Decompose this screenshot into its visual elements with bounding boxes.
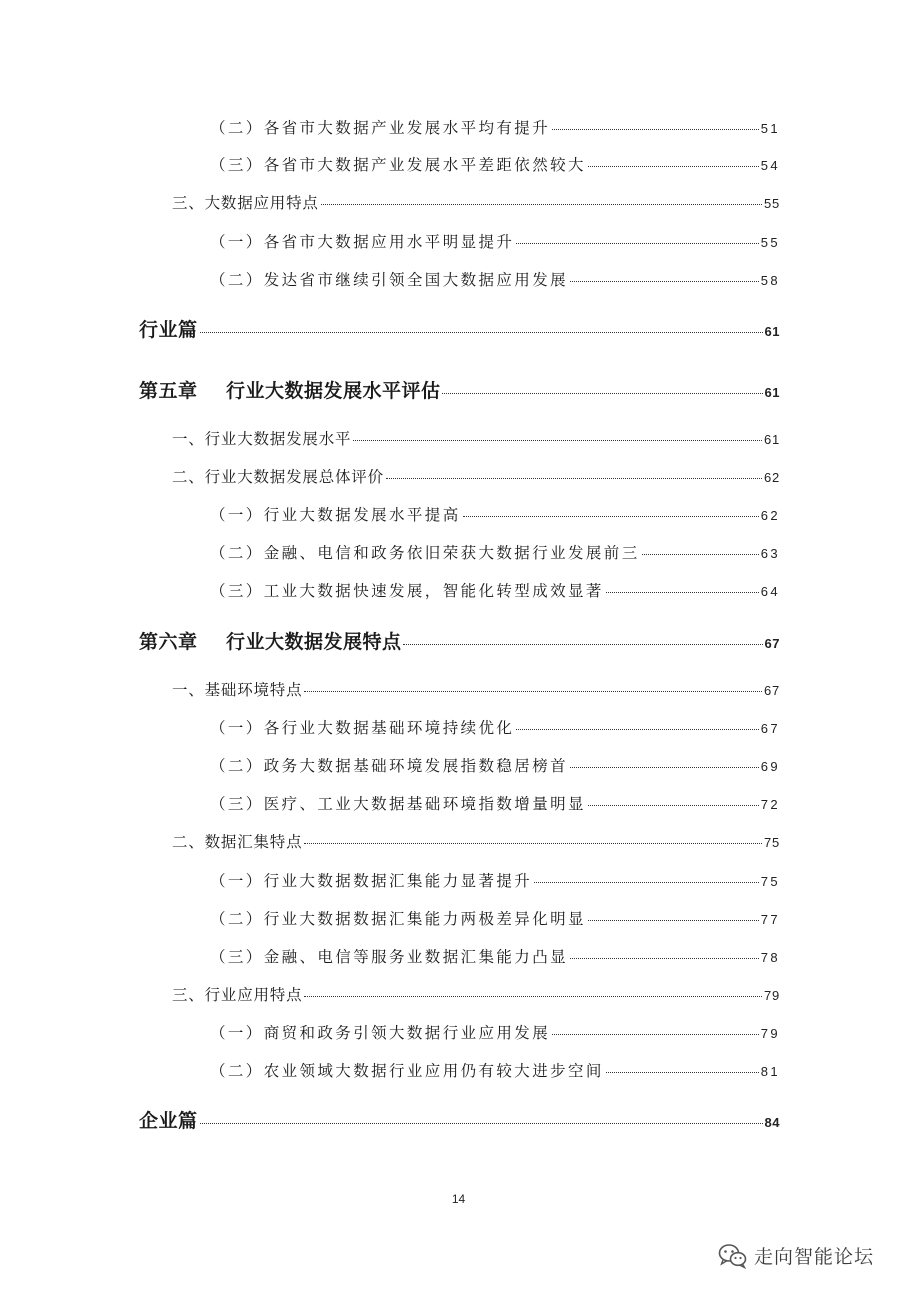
- dot-leader: [552, 1034, 759, 1035]
- dot-leader: [386, 478, 762, 479]
- toc-entry[interactable]: [172, 830, 780, 852]
- toc-entry-title: 三、行业应用特点: [172, 986, 303, 1004]
- dot-leader: [403, 644, 762, 645]
- toc-entry-page: 55: [763, 196, 780, 211]
- toc-entry-page: 61: [764, 385, 780, 400]
- toc-entry[interactable]: [172, 191, 780, 213]
- dot-leader: [642, 554, 759, 555]
- dot-leader: [606, 592, 759, 593]
- toc-entry-page: 61: [764, 324, 780, 339]
- toc-entry-page: 67: [764, 636, 780, 651]
- toc-entry-page: 84: [764, 1115, 780, 1130]
- dot-leader: [200, 1123, 763, 1124]
- dot-leader: [516, 243, 758, 244]
- toc-entry-title: 三、大数据应用特点: [172, 194, 319, 212]
- toc-entry-title: （一）行业大数据数据汇集能力显著提升: [210, 872, 533, 890]
- toc-entry[interactable]: [210, 1021, 780, 1043]
- dot-leader: [353, 440, 762, 441]
- dot-leader: [321, 204, 762, 205]
- dot-leader: [588, 166, 759, 167]
- dot-leader: [552, 129, 759, 130]
- toc-entry[interactable]: [210, 503, 780, 525]
- toc-entry-title: （一）商贸和政务引领大数据行业应用发展: [210, 1024, 551, 1042]
- toc-entry-page: 81: [760, 1064, 780, 1079]
- dot-leader: [304, 691, 762, 692]
- toc-entry-title: （三）金融、电信等服务业数据汇集能力凸显: [210, 948, 569, 966]
- toc-entry-page: 78: [760, 950, 780, 965]
- toc-entry[interactable]: [172, 427, 780, 449]
- toc-entry[interactable]: [210, 579, 780, 601]
- toc-entry-page: 54: [760, 158, 780, 173]
- toc-entry[interactable]: [210, 754, 780, 776]
- dot-leader: [516, 729, 758, 730]
- dot-leader: [304, 843, 762, 844]
- toc-entry-page: 55: [760, 235, 780, 250]
- toc-entry-title: 第五章 行业大数据发展水平评估: [139, 380, 441, 402]
- toc-entry[interactable]: [172, 983, 780, 1005]
- toc-entry[interactable]: [210, 716, 780, 738]
- toc-entry-title: （三）工业大数据快速发展，智能化转型成效显著: [210, 582, 604, 600]
- toc-entry-title: （二）农业领域大数据行业应用仍有较大进步空间: [210, 1062, 604, 1080]
- toc-entry-page: 79: [763, 988, 780, 1003]
- toc-entry-title: 二、行业大数据发展总体评价: [172, 468, 384, 486]
- toc-entry[interactable]: [210, 268, 780, 290]
- toc-chapter-heading[interactable]: [139, 376, 780, 403]
- toc-entry-title: （一）行业大数据发展水平提高: [210, 506, 461, 524]
- toc-entry-page: 72: [760, 797, 780, 812]
- toc-entry-page: 75: [760, 874, 780, 889]
- wechat-icon: [718, 1243, 748, 1269]
- dot-leader: [304, 996, 762, 997]
- toc-entry-page: 64: [760, 584, 780, 599]
- toc-entry-title: 一、基础环境特点: [172, 681, 303, 699]
- toc-entry-title: 第六章 行业大数据发展特点: [139, 631, 402, 653]
- dot-leader: [570, 767, 759, 768]
- toc-entry-title: （二）发达省市继续引领全国大数据应用发展: [210, 271, 569, 289]
- toc-entry-page: 63: [760, 546, 780, 561]
- toc-entry-page: 61: [763, 432, 780, 447]
- toc-entry-page: 62: [763, 470, 780, 485]
- toc-entry-title: 一、行业大数据发展水平: [172, 430, 352, 448]
- toc-entry[interactable]: [172, 678, 780, 700]
- dot-leader: [534, 882, 759, 883]
- toc-entry[interactable]: [210, 907, 780, 929]
- toc-entry-page: 79: [760, 1026, 780, 1041]
- toc-entry-title: （三）医疗、工业大数据基础环境指数增量明显: [210, 795, 586, 813]
- toc-entry-title: 行业篇: [139, 319, 198, 341]
- toc-entry-title: （一）各行业大数据基础环境持续优化: [210, 719, 515, 737]
- toc-entry-page: 69: [760, 759, 780, 774]
- dot-leader: [570, 958, 759, 959]
- page-number: 14: [451, 1192, 466, 1206]
- toc-entry[interactable]: [210, 945, 780, 967]
- dot-leader: [588, 920, 759, 921]
- toc-entry-page: 67: [763, 683, 780, 698]
- toc-entry-title: （二）政务大数据基础环境发展指数稳居榜首: [210, 757, 569, 775]
- dot-leader: [200, 332, 763, 333]
- toc-entry-title: （二）行业大数据数据汇集能力两极差异化明显: [210, 910, 586, 928]
- toc-entry-title: （二）金融、电信和政务依旧荣获大数据行业发展前三: [210, 544, 640, 562]
- toc-entry[interactable]: [172, 465, 780, 487]
- toc-entry-page: 67: [760, 721, 780, 736]
- toc-entry-page: 51: [760, 121, 780, 136]
- toc-entry-title: 企业篇: [139, 1110, 198, 1132]
- dot-leader: [442, 393, 762, 394]
- toc-part-heading[interactable]: [139, 1106, 780, 1133]
- toc-entry-title: 二、数据汇集特点: [172, 833, 303, 851]
- watermark-text: 走向智能论坛: [754, 1246, 875, 1268]
- toc-entry-page: 62: [760, 508, 780, 523]
- toc-entry[interactable]: [210, 230, 780, 252]
- toc-part-heading[interactable]: [139, 315, 780, 342]
- toc-entry[interactable]: [210, 792, 780, 814]
- toc-chapter-heading[interactable]: [139, 627, 780, 654]
- toc-entry[interactable]: [210, 541, 780, 563]
- toc-entry-title: （一）各省市大数据应用水平明显提升: [210, 233, 515, 251]
- toc-entry[interactable]: [210, 869, 780, 891]
- dot-leader: [588, 805, 759, 806]
- toc-entry[interactable]: [210, 153, 780, 175]
- toc-entry-page: 75: [763, 835, 780, 850]
- toc-entry[interactable]: [210, 1059, 780, 1081]
- dot-leader: [463, 516, 759, 517]
- toc-entry-title: （二）各省市大数据产业发展水平均有提升: [210, 119, 551, 137]
- dot-leader: [606, 1072, 759, 1073]
- toc-entry-page: 77: [760, 912, 780, 927]
- dot-leader: [570, 281, 759, 282]
- toc-entry[interactable]: [210, 116, 780, 138]
- toc-entry-title: （三）各省市大数据产业发展水平差距依然较大: [210, 156, 586, 174]
- watermark: [718, 1242, 874, 1269]
- toc-entry-page: 58: [760, 273, 780, 288]
